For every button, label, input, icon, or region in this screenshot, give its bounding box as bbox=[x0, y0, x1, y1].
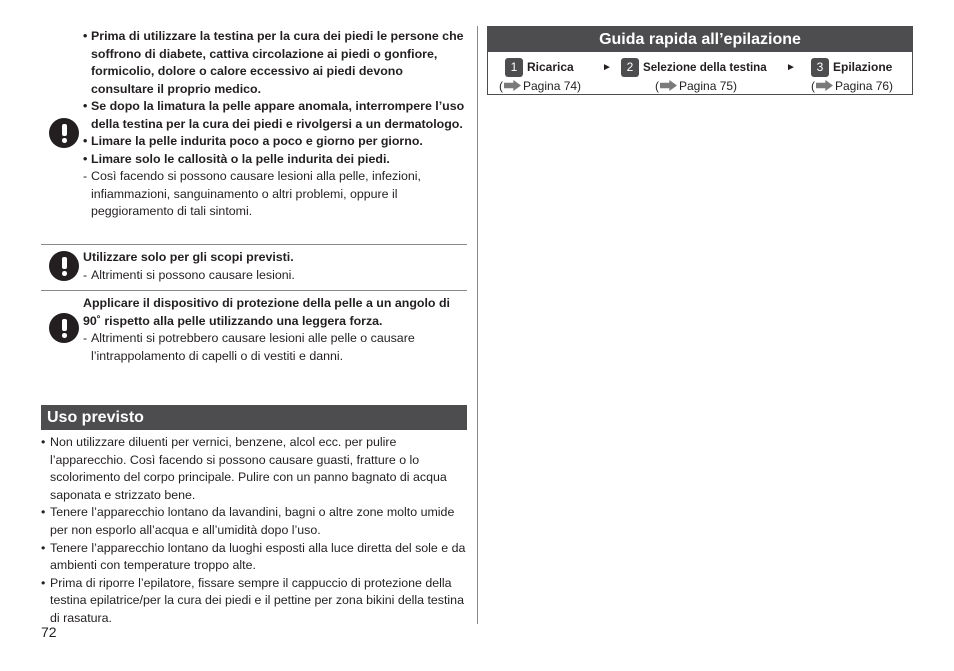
right-column bbox=[487, 26, 913, 95]
warning-consequence: - Altrimenti si possono causare lesioni. bbox=[83, 267, 295, 282]
step-label: Selezione della testina bbox=[643, 60, 767, 74]
warning-block-foot-care bbox=[41, 28, 467, 244]
page-reference: Pagina 75) bbox=[679, 78, 738, 93]
page-reference: Pagina 76) bbox=[835, 78, 894, 93]
warning-item: • Prima di utilizzare la testina per la cura dei piedi le persone che soffrono di diabete, cattiva circolazione ai piedi o gonfiore, formicolio, dolore o calore eccessivo ai piedi devono consultare il proprio medico. bbox=[83, 29, 464, 96]
step-number-badge: 3 bbox=[811, 58, 829, 77]
page-reference-arrow-icon bbox=[660, 80, 677, 91]
quick-guide-steps bbox=[488, 52, 912, 94]
warning-consequence: - Altrimenti si potrebbero causare lesioni alle pelle o causare l’intrappolamento di capelli o di vestiti e danni. bbox=[83, 331, 415, 363]
column-divider bbox=[477, 26, 478, 624]
warning-heading: Applicare il dispositivo di protezione della pelle a un angolo di 90˚ rispetto alla pelle utilizzando una leggera forza. bbox=[83, 296, 450, 328]
warning-exclamation-icon bbox=[49, 118, 79, 148]
warning-text bbox=[83, 295, 467, 365]
warning-block-skin-protector bbox=[41, 291, 467, 405]
step-label: Ricarica bbox=[527, 60, 574, 74]
list-item: • Tenere l’apparecchio lontano da lavandini, bagni o altre zone molto umide per non esporlo all’acqua e all’umidità dopo l’uso. bbox=[41, 505, 455, 537]
step-epilazione: 3 Epilazione ( Pagina 76) bbox=[811, 59, 894, 93]
warning-item: • Limare la pelle indurita poco a poco e giorno per giorno. bbox=[83, 134, 423, 148]
step-selezione-testina: 2 Selezione della testina ( Pagina 75) bbox=[621, 57, 767, 94]
warning-exclamation-icon bbox=[49, 313, 79, 343]
left-column bbox=[41, 28, 467, 628]
section-title-uso-previsto: Uso previsto bbox=[41, 405, 467, 430]
step-number-badge: 1 bbox=[505, 58, 523, 77]
page-reference-arrow-icon bbox=[816, 80, 833, 91]
uso-previsto-list bbox=[41, 434, 467, 628]
warning-heading: Utilizzare solo per gli scopi previsti. bbox=[83, 250, 294, 264]
page-reference: Pagina 74) bbox=[523, 78, 582, 93]
step-separator-arrow-icon: ► bbox=[786, 62, 796, 73]
quick-guide-box bbox=[487, 26, 913, 95]
warning-item: • Limare solo le callosità o la pelle indurita dei piedi. bbox=[83, 151, 390, 166]
step-number-badge: 2 bbox=[621, 58, 639, 77]
step-separator-arrow-icon: ► bbox=[602, 62, 612, 73]
warning-item: • Se dopo la limatura la pelle appare anomala, interrompere l’uso della testina per la cura dei piedi e rivolgersi a un dermatologo. bbox=[83, 99, 465, 131]
step-ricarica: 1 Ricarica ( Pagina 74) bbox=[499, 59, 582, 93]
list-item: • Non utilizzare diluenti per vernici, benzene, alcol ecc. per pulire l’apparecchio. Così facendo si possono causare guasti, fratture o lo scolorimento del corpo principale. Pulire con un panno bagnato di acqua saponata e strizzato bene. bbox=[41, 435, 447, 502]
warning-consequence: - Così facendo si possono causare lesioni alla pelle, infezioni, infiammazioni, sanguinamento o altri problemi, oppure il peggioramento di tali sintomi. bbox=[83, 169, 421, 218]
warning-exclamation-icon bbox=[49, 251, 79, 281]
list-item: • Prima di riporre l’epilatore, fissare sempre il cappuccio di protezione della testina epilatrice/per la cura dei piedi e il pettine per zona bikini della testina di rasatura. bbox=[41, 575, 464, 625]
warning-text bbox=[83, 28, 467, 221]
page-reference-arrow-icon bbox=[504, 80, 521, 91]
list-item: • Tenere l’apparecchio lontano da luoghi esposti alla luce diretta del sole e da ambienti con temperature troppo alte. bbox=[41, 540, 466, 573]
step-label: Epilazione bbox=[833, 60, 893, 74]
quick-guide-title: Guida rapida all’epilazione bbox=[488, 27, 912, 52]
page-number: 72 bbox=[41, 624, 57, 640]
warning-block-intended-use bbox=[41, 245, 467, 290]
warning-text bbox=[83, 249, 467, 284]
